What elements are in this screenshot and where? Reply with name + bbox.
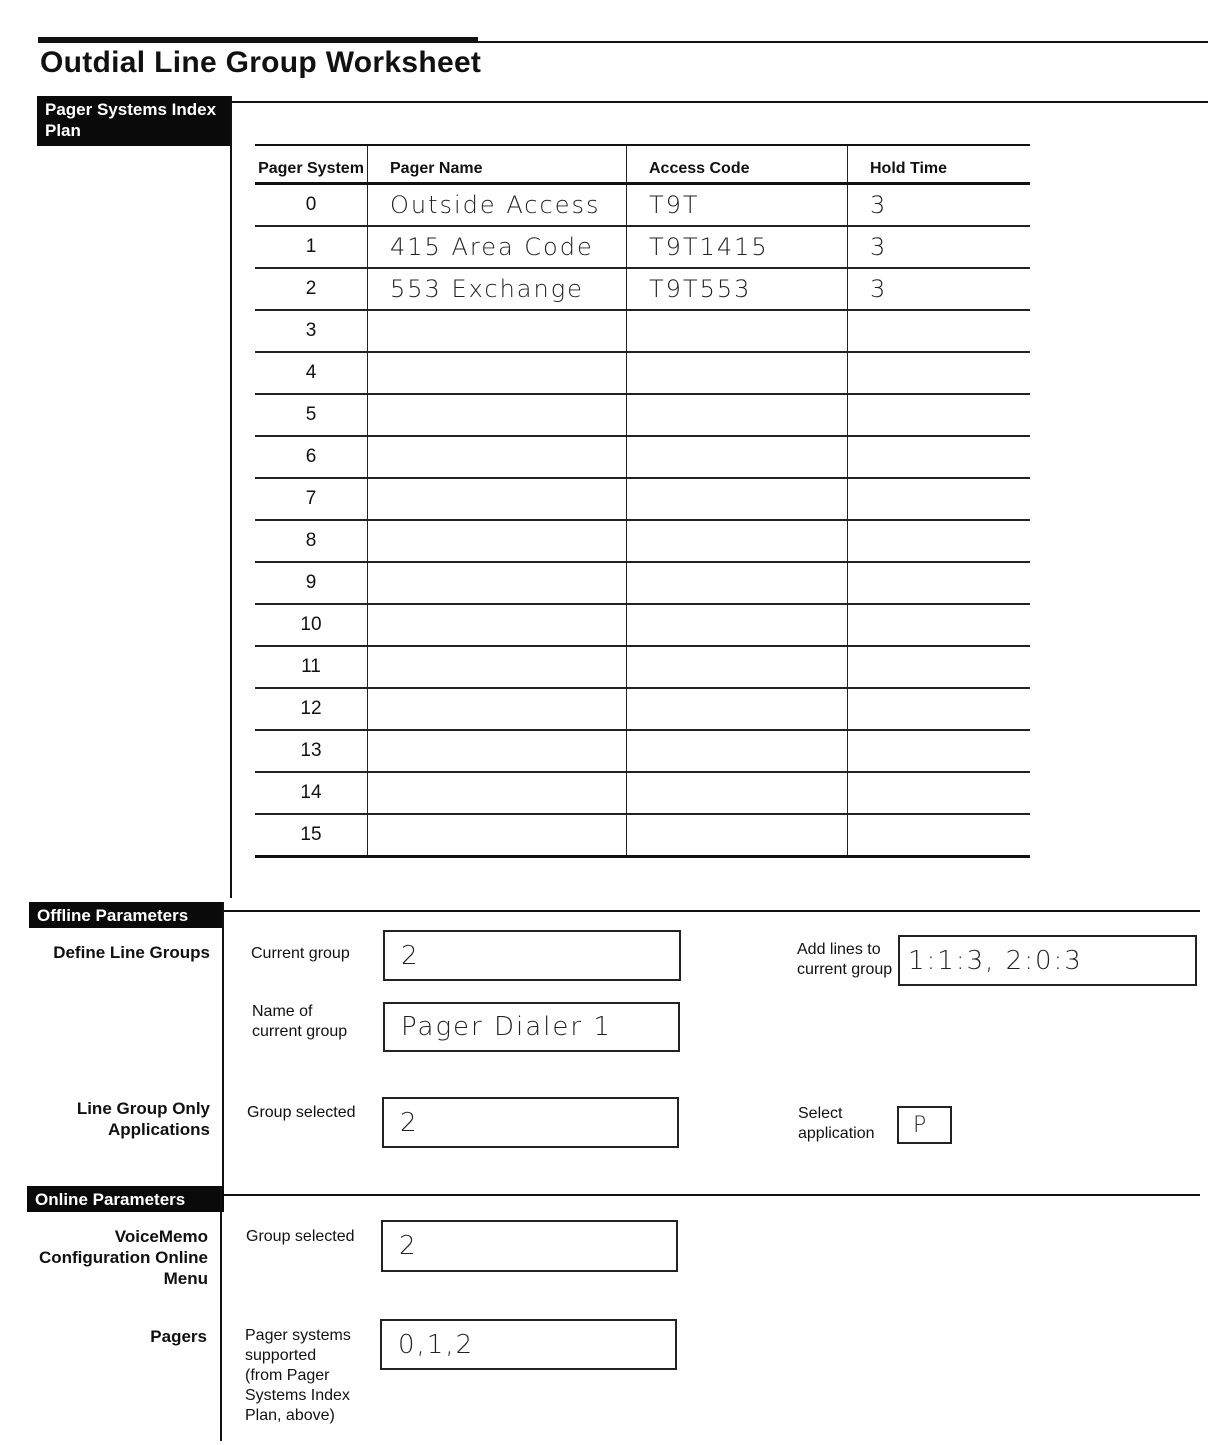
table-row [255, 226, 1030, 268]
access-code-cell[interactable] [627, 730, 848, 772]
table-row [255, 772, 1030, 814]
group-selected-label: Group selected [247, 1104, 356, 1121]
hold-time-cell[interactable]: 3 [848, 184, 1031, 227]
hold-time-cell[interactable] [848, 352, 1031, 394]
pagers-label: Pagers [150, 1327, 207, 1346]
section-tab-online-parameters [27, 1186, 224, 1212]
table-row [255, 352, 1030, 394]
table-row [255, 184, 1030, 227]
col-header-pager-name: Pager Name [368, 145, 627, 184]
pager-name-cell[interactable] [368, 310, 627, 352]
hold-time-cell[interactable] [848, 772, 1031, 814]
pager-name-cell[interactable] [368, 814, 627, 857]
section-rule-pager-plan [232, 101, 1208, 103]
pager-name-cell[interactable]: 415 Area Code [368, 226, 627, 268]
table-row [255, 436, 1030, 478]
pager-name-cell[interactable] [368, 520, 627, 562]
access-code-cell[interactable] [627, 478, 848, 520]
pager-system-cell: 10 [255, 604, 368, 646]
access-code-cell[interactable]: T9T1415 [627, 226, 848, 268]
pager-system-cell: 2 [255, 268, 368, 310]
hold-time-cell[interactable] [848, 310, 1031, 352]
current-group-field[interactable]: 2 [383, 930, 681, 981]
pager-name-cell[interactable] [368, 730, 627, 772]
voicememo-config-label: VoiceMemo Configuration Online Menu [38, 1227, 208, 1288]
pager-system-cell: 7 [255, 478, 368, 520]
table-row [255, 394, 1030, 436]
section-tab-label: Pager Systems Index Plan [45, 100, 217, 140]
access-code-cell[interactable]: T9T553 [627, 268, 848, 310]
access-code-cell[interactable] [627, 394, 848, 436]
table-row [255, 646, 1030, 688]
hold-time-cell[interactable] [848, 646, 1031, 688]
hold-time-cell[interactable] [848, 436, 1031, 478]
pager-system-cell: 15 [255, 814, 368, 857]
vertical-divider-1 [230, 96, 232, 898]
access-code-cell[interactable] [627, 352, 848, 394]
pager-name-cell[interactable]: 553 Exchange [368, 268, 627, 310]
pager-system-cell: 8 [255, 520, 368, 562]
section-tab-label: Offline Parameters [37, 906, 189, 925]
col-header-hold-time: Hold Time [848, 145, 1031, 184]
title-rule-thin [478, 41, 1208, 43]
online-group-selected-label: Group selected [246, 1228, 355, 1245]
vertical-divider-3 [220, 1186, 222, 1441]
pager-system-cell: 6 [255, 436, 368, 478]
pager-system-cell: 5 [255, 394, 368, 436]
add-lines-field[interactable]: 1:1:3, 2:0:3 [898, 935, 1197, 986]
pager-system-cell: 12 [255, 688, 368, 730]
page-title: Outdial Line Group Worksheet [40, 46, 482, 79]
pager-systems-supported-label: Pager systems supported (from Pager Systems Index Plan, above) [245, 1327, 351, 1424]
table-header-row [255, 145, 1030, 184]
group-selected-field[interactable]: 2 [382, 1097, 679, 1148]
col-header-pager-system: Pager System [255, 145, 368, 184]
select-application-label: Select application [798, 1105, 875, 1142]
define-line-groups-label: Define Line Groups [53, 943, 210, 962]
table-row [255, 268, 1030, 310]
table-row [255, 688, 1030, 730]
pager-system-cell: 0 [255, 184, 368, 227]
pager-name-cell[interactable] [368, 562, 627, 604]
current-group-label: Current group [251, 945, 350, 962]
pager-name-cell[interactable] [368, 352, 627, 394]
hold-time-cell[interactable] [848, 604, 1031, 646]
pager-system-cell: 4 [255, 352, 368, 394]
access-code-cell[interactable] [627, 520, 848, 562]
hold-time-cell[interactable] [848, 520, 1031, 562]
access-code-cell[interactable] [627, 646, 848, 688]
hold-time-cell[interactable] [848, 478, 1031, 520]
table-row [255, 730, 1030, 772]
table-row [255, 310, 1030, 352]
pager-name-cell[interactable] [368, 646, 627, 688]
table-row [255, 520, 1030, 562]
hold-time-cell[interactable] [848, 394, 1031, 436]
access-code-cell[interactable] [627, 814, 848, 857]
add-lines-label: Add lines to current group [797, 941, 893, 978]
title-rule-thick [38, 37, 478, 43]
pager-name-cell[interactable] [368, 478, 627, 520]
hold-time-cell[interactable]: 3 [848, 268, 1031, 310]
pager-system-cell: 13 [255, 730, 368, 772]
section-tab-offline-parameters [29, 902, 224, 928]
table-row [255, 604, 1030, 646]
pager-name-cell[interactable] [368, 394, 627, 436]
pager-name-cell[interactable] [368, 688, 627, 730]
pager-name-cell[interactable]: Outside Access [368, 184, 627, 227]
section-tab-label: Online Parameters [35, 1190, 186, 1209]
hold-time-cell[interactable]: 3 [848, 226, 1031, 268]
col-header-access-code: Access Code [627, 145, 848, 184]
access-code-cell[interactable] [627, 688, 848, 730]
pager-system-cell: 3 [255, 310, 368, 352]
line-group-only-label: Line Group Only Applications [76, 1099, 210, 1139]
access-code-cell[interactable]: T9T [627, 184, 848, 227]
table-row [255, 562, 1030, 604]
online-group-selected-field[interactable]: 2 [381, 1220, 678, 1272]
pager-name-cell[interactable] [368, 604, 627, 646]
vertical-divider-2 [222, 902, 224, 1186]
section-rule-online [224, 1194, 1200, 1196]
hold-time-cell[interactable] [848, 562, 1031, 604]
access-code-cell[interactable] [627, 562, 848, 604]
hold-time-cell[interactable] [848, 688, 1031, 730]
pager-systems-supported-field[interactable]: 0,1,2 [380, 1319, 677, 1370]
section-tab-pager-index-plan [37, 96, 232, 146]
access-code-cell[interactable] [627, 436, 848, 478]
pager-system-cell: 11 [255, 646, 368, 688]
pager-system-cell: 14 [255, 772, 368, 814]
pager-systems-table [255, 144, 1030, 858]
access-code-cell[interactable] [627, 772, 848, 814]
access-code-cell[interactable] [627, 604, 848, 646]
hold-time-cell[interactable] [848, 814, 1031, 857]
table-row [255, 814, 1030, 857]
hold-time-cell[interactable] [848, 730, 1031, 772]
access-code-cell[interactable] [627, 310, 848, 352]
pager-system-cell: 9 [255, 562, 368, 604]
pager-system-cell: 1 [255, 226, 368, 268]
pager-name-cell[interactable] [368, 772, 627, 814]
name-of-current-group-label: Name of current group [252, 1003, 348, 1040]
select-application-field[interactable]: P [897, 1106, 952, 1144]
section-rule-offline [224, 910, 1200, 912]
name-of-current-group-field[interactable]: Pager Dialer 1 [383, 1002, 680, 1052]
pager-name-cell[interactable] [368, 436, 627, 478]
table-row [255, 478, 1030, 520]
